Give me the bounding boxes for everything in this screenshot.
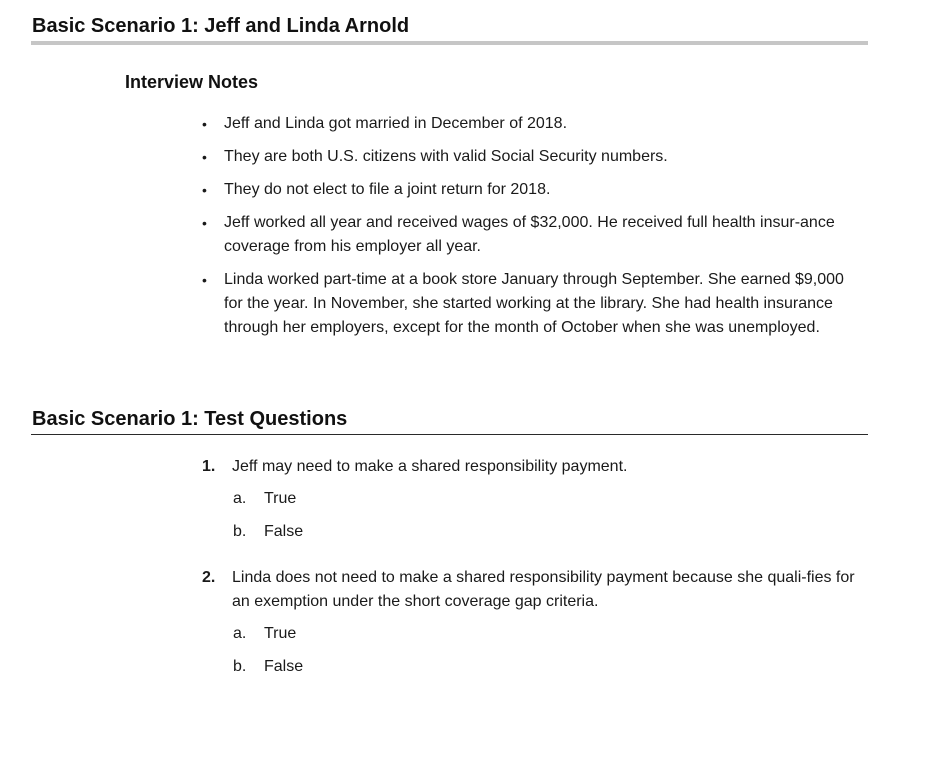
note-text: Linda worked part-time at a book store January through September. She earned $9,000 for the year. In November, she started working at the library. She had health insurance through her employers, except for the month of October when she was unemployed. — [224, 271, 844, 336]
option-letter: a. — [233, 625, 247, 642]
question-number: 1. — [202, 458, 216, 475]
option-label: False — [264, 523, 304, 540]
test-questions-title: Basic Scenario 1: Test Questions — [32, 408, 348, 430]
answer-options — [200, 487, 860, 544]
answer-options — [200, 622, 860, 679]
bullet-icon: • — [202, 215, 207, 231]
question-text: Jeff may need to make a shared responsibility payment. — [232, 458, 628, 475]
option-label: False — [264, 658, 304, 675]
question-2 — [200, 566, 860, 679]
option-letter: b. — [233, 523, 247, 540]
option-true[interactable] — [233, 622, 860, 646]
bullet-icon: • — [202, 149, 207, 165]
option-label: True — [264, 490, 297, 507]
title-underline-thin — [31, 434, 868, 435]
question-list — [200, 455, 860, 701]
note-text: They are both U.S. citizens with valid Social Security numbers. — [224, 148, 668, 165]
option-label: True — [264, 625, 297, 642]
question-text: Linda does not need to make a shared responsibility payment because she quali-fies for an exemption under the short coverage gap criteria. — [232, 569, 855, 610]
title-underline-thick — [31, 41, 868, 45]
scenario-title: Basic Scenario 1: Jeff and Linda Arnold — [32, 15, 410, 37]
question-number: 2. — [202, 569, 216, 586]
option-false[interactable] — [233, 655, 860, 679]
option-true[interactable] — [233, 487, 860, 511]
list-item — [200, 178, 860, 202]
list-item — [200, 211, 860, 259]
option-letter: b. — [233, 658, 247, 675]
bullet-icon: • — [202, 272, 207, 288]
note-text: They do not elect to file a joint return for 2018. — [224, 181, 551, 198]
list-item — [200, 145, 860, 169]
option-letter: a. — [233, 490, 247, 507]
bullet-icon: • — [202, 116, 207, 132]
interview-notes-list — [200, 112, 860, 349]
bullet-icon: • — [202, 182, 207, 198]
note-text: Jeff and Linda got married in December of 2018. — [224, 115, 568, 132]
list-item — [200, 112, 860, 136]
note-text: Jeff worked all year and received wages of $32,000. He received full health insur-ance coverage from his employer all year. — [224, 214, 835, 255]
interview-notes-heading: Interview Notes — [125, 72, 259, 92]
option-false[interactable] — [233, 520, 860, 544]
question-1 — [200, 455, 860, 544]
list-item — [200, 268, 860, 340]
